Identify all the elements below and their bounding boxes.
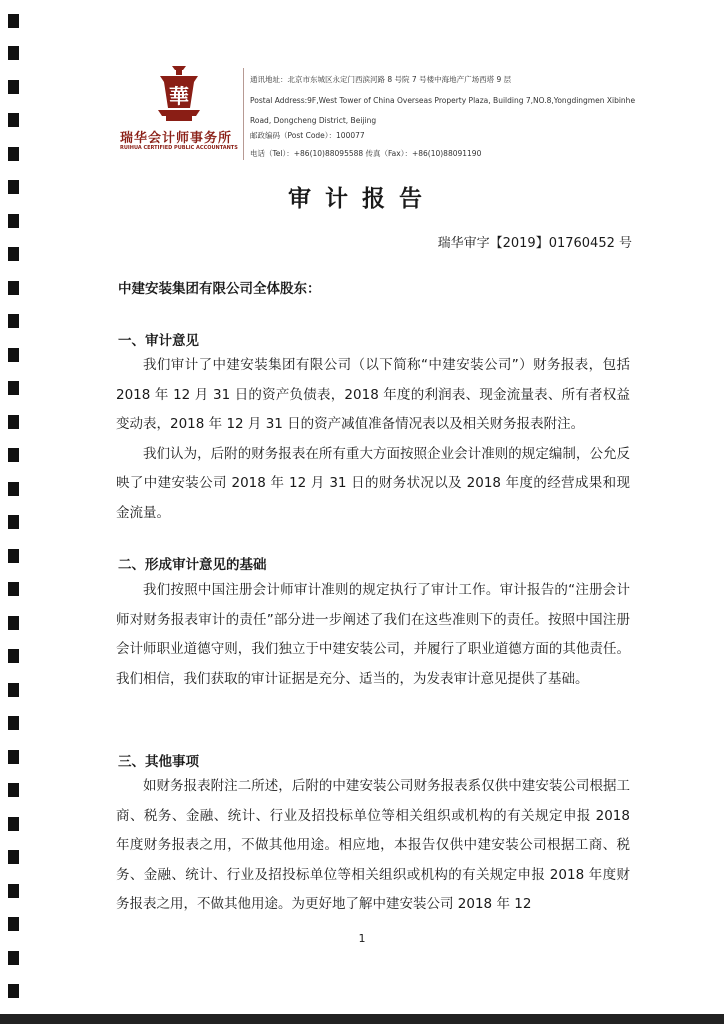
firm-name-cn: 瑞华会计师事务所 bbox=[120, 131, 233, 146]
binding-hole-mark bbox=[8, 850, 19, 864]
binding-hole-mark bbox=[8, 649, 19, 663]
report-title: 审计报告 bbox=[288, 186, 436, 212]
address-en-line-2: Road, Dongcheng District, Beijing bbox=[250, 116, 377, 125]
binding-hole-mark bbox=[8, 247, 19, 261]
section-body-basis bbox=[116, 576, 630, 694]
binding-hole-mark bbox=[8, 314, 19, 328]
binding-hole-mark bbox=[8, 515, 19, 529]
binding-hole-mark bbox=[8, 46, 19, 60]
page-number: 1 bbox=[358, 932, 366, 945]
binding-hole-mark bbox=[8, 281, 19, 295]
binding-hole-mark bbox=[8, 147, 19, 161]
section-body-other-matters bbox=[116, 772, 630, 920]
section-heading-opinion: 一、审计意见 bbox=[118, 333, 199, 349]
address-en-line-1: Postal Address:9F,West Tower of China Overseas Property Plaza, Building 7,NO.8,Yongdingmen Xibinhe bbox=[250, 96, 636, 105]
letterhead-divider bbox=[243, 68, 244, 160]
svg-text:華: 華 bbox=[169, 84, 189, 108]
binding-hole-mark bbox=[8, 750, 19, 764]
firm-name-en: RUIHUA CERTIFIED PUBLIC ACCOUNTANTS bbox=[120, 145, 238, 151]
binding-hole-mark bbox=[8, 214, 19, 228]
binding-hole-mark bbox=[8, 951, 19, 965]
binding-hole-mark bbox=[8, 783, 19, 797]
section-heading-other-matters: 三、其他事项 bbox=[118, 754, 199, 770]
firm-logo-icon bbox=[156, 64, 202, 122]
binding-hole-mark bbox=[8, 14, 19, 28]
binding-hole-mark bbox=[8, 415, 19, 429]
binding-hole-mark bbox=[8, 482, 19, 496]
binding-hole-mark bbox=[8, 80, 19, 94]
report-ref-no: 瑞华审字【2019】01760452 号 bbox=[437, 236, 632, 251]
binding-hole-mark bbox=[8, 549, 19, 563]
binding-hole-mark bbox=[8, 984, 19, 998]
section-heading-basis: 二、形成审计意见的基础 bbox=[118, 557, 267, 573]
binding-hole-mark bbox=[8, 716, 19, 730]
binding-hole-mark bbox=[8, 917, 19, 931]
binding-hole-mark bbox=[8, 381, 19, 395]
paragraph: 我们审计了中建安装集团有限公司（以下简称“中建安装公司”）财务报表，包括 2018 年 12 月 31 日的资产负债表，2018 年度的利润表、现金流量表、所有者权益变动表，2018 年 12 月 31 日的资产减值准备情况表以及相关财务报表附注。 bbox=[116, 357, 630, 432]
binding-hole-mark bbox=[8, 448, 19, 462]
section-body-opinion bbox=[116, 351, 630, 528]
binding-hole-mark bbox=[8, 884, 19, 898]
paragraph: 如财务报表附注二所述，后附的中建安装公司财务报表系仅供中建安装公司根据工商、税务、金融、统计、行业及招投标单位等相关组织或机构的有关规定申报 2018 年度财务报表之用，不做其他用途。相应地，本报告仅供中建安装公司根据工商、税务、金融、统计、行业及招投标单位等相关组织或机构的有关规定申报 2018 年度财务报表之用，不做其他用途。为更好地了解中建安装公司 2018 年 12 bbox=[116, 778, 630, 912]
paragraph: 我们按照中国注册会计师审计准则的规定执行了审计工作。审计报告的“注册会计师对财务报表审计的责任”部分进一步阐述了我们在这些准则下的责任。按照中国注册会计师职业道德守则，我们独立于中建安装公司，并履行了职业道德方面的其他责任。我们相信，我们获取的审计证据是充分、适当的，为发表审计意见提供了基础。 bbox=[116, 582, 630, 687]
scan-edge bbox=[0, 1014, 724, 1024]
binding-hole-mark bbox=[8, 683, 19, 697]
binding-hole-mark bbox=[8, 817, 19, 831]
binding-hole-mark bbox=[8, 113, 19, 127]
binding-hole-mark bbox=[8, 348, 19, 362]
binding-hole-mark bbox=[8, 616, 19, 630]
phone-fax: 电话（Tel）：+86(10)88095588 传真（Fax）：+86(10)88091190 bbox=[250, 149, 482, 158]
addressee: 中建安装集团有限公司全体股东： bbox=[118, 281, 321, 297]
paragraph: 我们认为，后附的财务报表在所有重大方面按照企业会计准则的规定编制，公允反映了中建安装公司 2018 年 12 月 31 日的财务状况以及 2018 年度的经营成果和现金流量。 bbox=[116, 445, 630, 521]
address-cn: 通讯地址：北京市东城区永定门西滨河路 8 号院 7 号楼中海地产广场西塔 9 层 bbox=[250, 75, 512, 84]
postcode: 邮政编码（Post Code）：100077 bbox=[250, 131, 365, 140]
binding-hole-mark bbox=[8, 582, 19, 596]
